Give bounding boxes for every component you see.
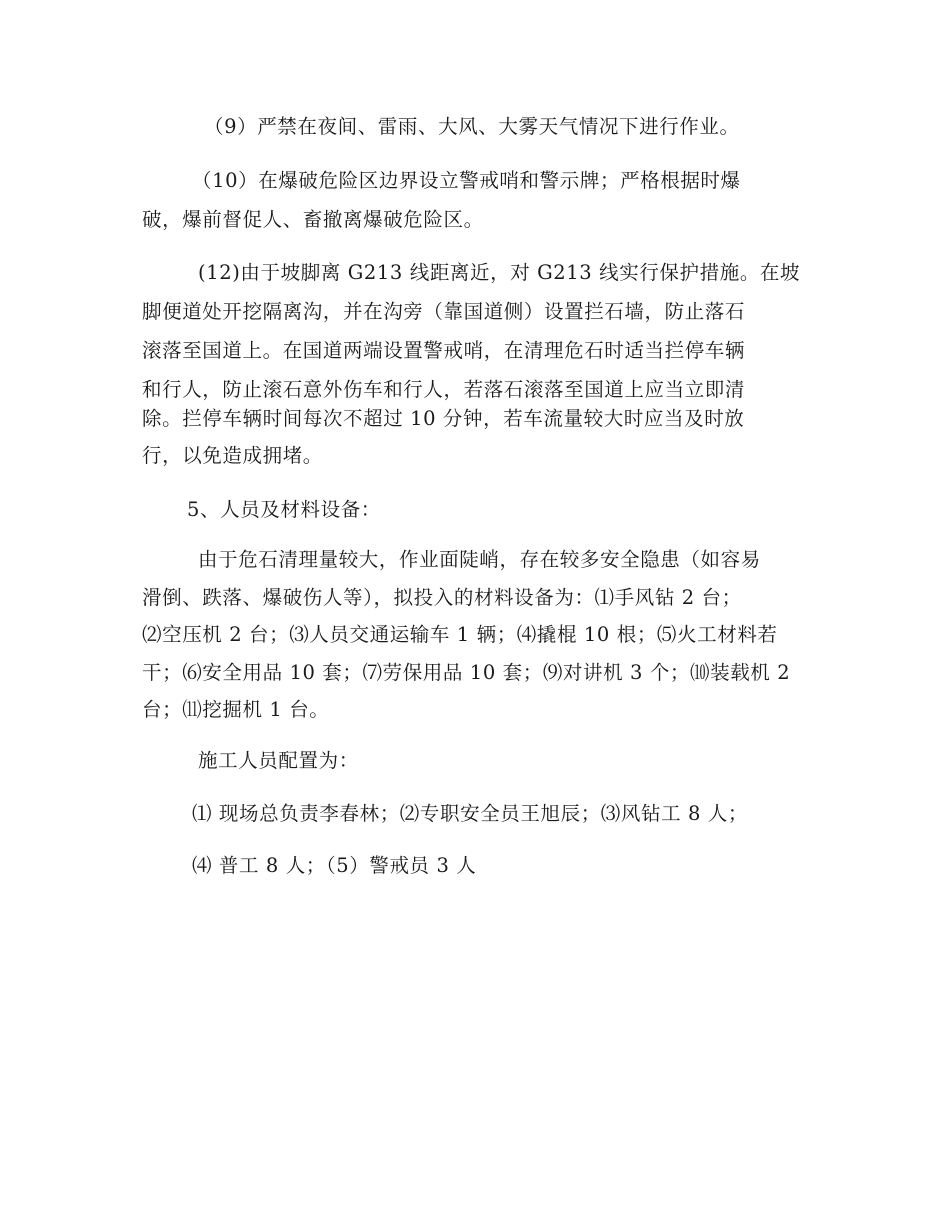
paragraph-10-line-2: 破，爆前督促人、畜撤离爆破危险区。 <box>142 208 484 231</box>
paragraph-12-line-4: 和行人，防止滚石意外伤车和行人，若落石滚落至国道上应当立即清 <box>142 378 746 401</box>
paragraph-10-line-1: （10）在爆破危险区边界设立警戒哨和警示牌；严格根据时爆 <box>192 169 741 192</box>
paragraph-12-line-2: 脚便道处开挖隔离沟，并在沟旁（靠国道侧）设置拦石墙，防止落石 <box>142 300 746 323</box>
section-5-heading: 5、人员及材料设备： <box>187 498 381 521</box>
paragraph-12-line-6: 行，以免造成拥堵。 <box>142 444 323 467</box>
staffing-heading: 施工人员配置为： <box>198 749 359 772</box>
equipment-paragraph-line-3: ⑵空压机 2 台；⑶人员交通运输车 1 辆；⑷撬棍 10 根；⑸火工材料若 <box>142 623 778 646</box>
staffing-line-1: ⑴ 现场总负责李春林；⑵专职安全员王旭辰；⑶风钻工 8 人； <box>192 802 749 825</box>
equipment-paragraph-line-1: 由于危石清理量较大，作业面陡峭，存在较多安全隐患（如容易 <box>198 548 761 571</box>
paragraph-12-line-1: (12)由于坡脚离 G213 线距离近，对 G213 线实行保护措施。在坡 <box>198 261 801 284</box>
paragraph-12-line-5: 除。拦停车辆时间每次不超过 10 分钟，若车流量较大时应当及时放 <box>142 407 745 430</box>
equipment-paragraph-line-5: 台；⑾挖掘机 1 台。 <box>142 698 330 721</box>
staffing-line-2: ⑷ 普工 8 人；（5）警戒员 3 人 <box>192 854 477 877</box>
paragraph-12-line-3: 滚落至国道上。在国道两端设置警戒哨，在清理危石时适当拦停车辆 <box>142 339 746 362</box>
equipment-paragraph-line-2: 滑倒、跌落、爆破伤人等），拟投入的材料设备为：⑴手风钻 2 台； <box>142 586 742 609</box>
equipment-paragraph-line-4: 干；⑹安全用品 10 套；⑺劳保用品 10 套；⑼对讲机 3 个；⑽装载机 2 <box>142 661 791 684</box>
paragraph-9-line-1: （9）严禁在夜间、雷雨、大风、大雾天气情况下进行作业。 <box>204 115 740 138</box>
